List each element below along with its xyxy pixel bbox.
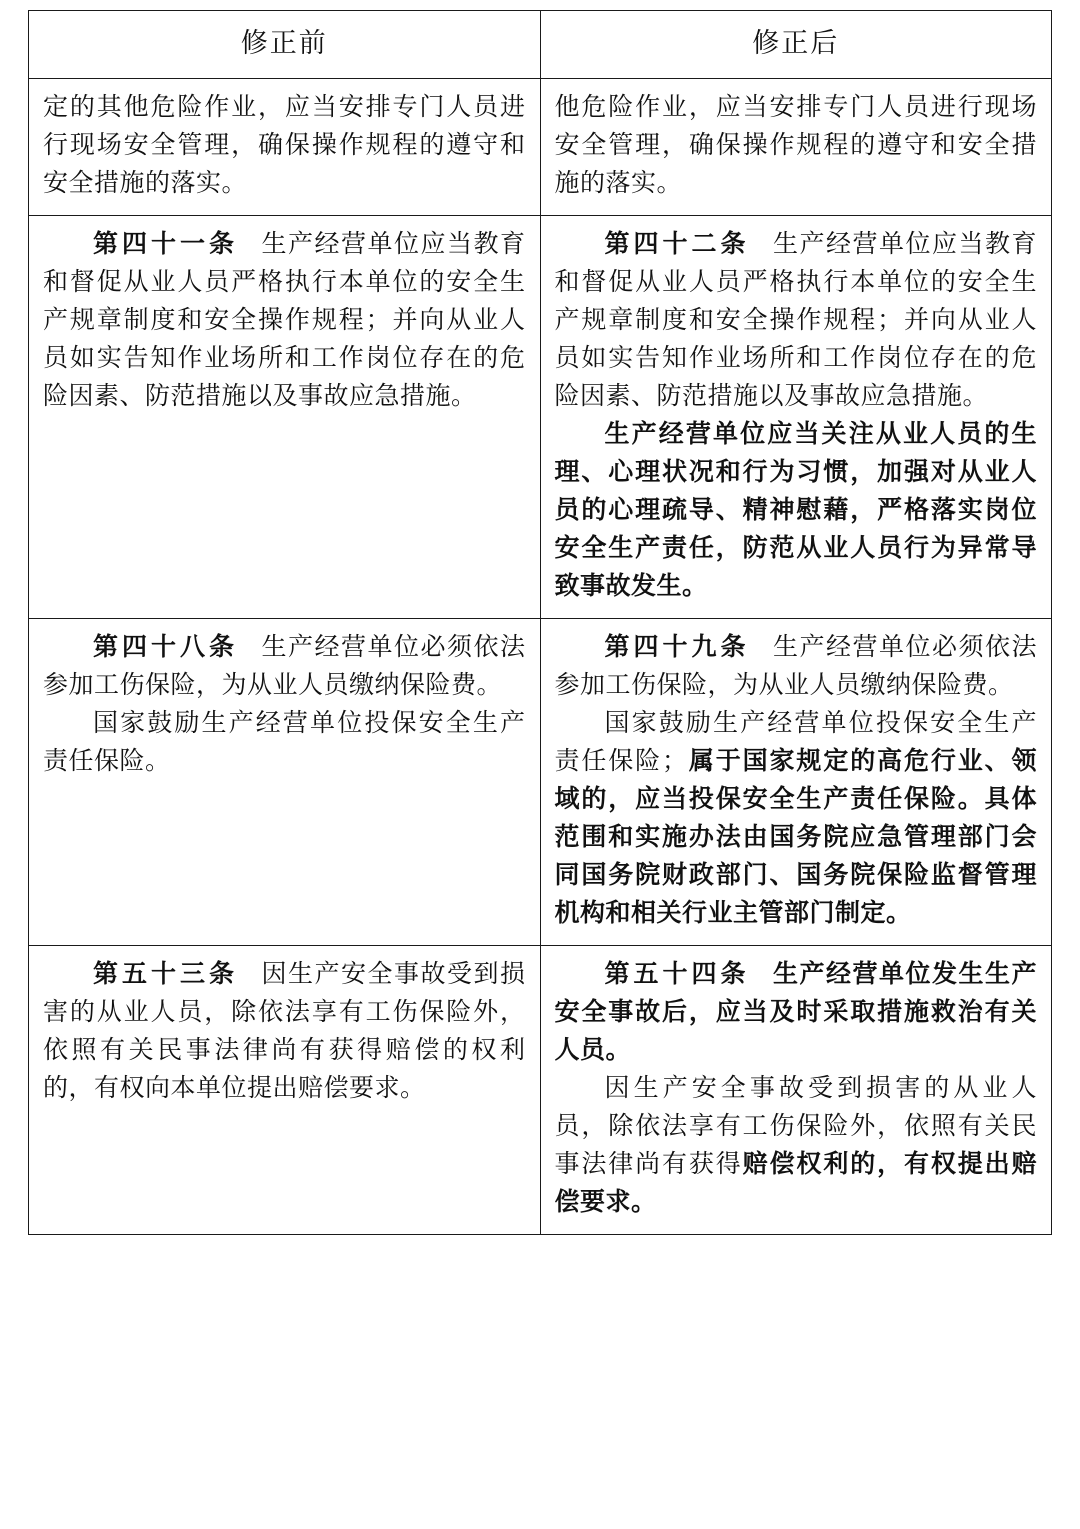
body-text: 国家鼓励生产经营单位投保安全生产责任保险。 <box>43 709 526 775</box>
article-number: 第四十八条 <box>93 633 238 661</box>
table-row <box>29 78 1052 215</box>
article-number: 第四十九条 <box>604 633 750 661</box>
body-text: 生产经营单位应当教育和督促从业人员严格执行本单位的安全生产规章制度和安全操作规程；并向从业人员如实告知作业场所和工作岗位存在的危险因素、防范措施以及事故应急措施。 <box>43 230 526 410</box>
table-row <box>29 215 1052 618</box>
cell-after-2 <box>540 618 1052 945</box>
paragraph <box>43 226 526 416</box>
paragraph <box>555 89 1038 203</box>
cell-after-0 <box>540 78 1052 215</box>
amended-text: 生产经营单位应当关注从业人员的生理、心理状况和行为习惯，加强对从业人员的心理疏导、精神慰藉，严格落实岗位安全生产责任，防范从业人员行为异常导致事故发生。 <box>554 420 1037 600</box>
paragraph <box>555 416 1038 606</box>
amended-text: 生产经营单位发生生产安全事故后，应当及时采取措施救治有关人员。 <box>554 960 1037 1064</box>
body-text: 生产经营单位必须依法参加工伤保险，为从业人员缴纳保险费。 <box>554 633 1037 699</box>
article-number: 第五十三条 <box>93 960 238 988</box>
paragraph <box>43 629 526 705</box>
header-after: 修正后 <box>540 11 1052 79</box>
paragraph <box>555 956 1038 1070</box>
paragraph <box>43 705 526 781</box>
cell-after-1 <box>540 215 1052 618</box>
article-number: 第四十一条 <box>93 230 238 258</box>
table-body <box>29 78 1052 1234</box>
cell-before-1 <box>29 215 541 618</box>
cell-after-3 <box>540 945 1052 1234</box>
body-text: 因生产安全事故受到损害的从业人员，除依法享有工伤保险外，依照有关民事法律尚有获得赔偿的权利的，有权向本单位提出赔偿要求。 <box>43 960 526 1102</box>
cell-before-2 <box>29 618 541 945</box>
cell-before-0 <box>29 78 541 215</box>
paragraph <box>555 226 1038 416</box>
paragraph <box>555 629 1038 705</box>
body-text: 生产经营单位必须依法参加工伤保险，为从业人员缴纳保险费。 <box>43 633 526 699</box>
body-text: 国家鼓励生产经营单位投保安全生产责任保险； <box>554 709 1037 775</box>
body-text: 生产经营单位应当教育和督促从业人员严格执行本单位的安全生产规章制度和安全操作规程；并向从业人员如实告知作业场所和工作岗位存在的危险因素、防范措施以及事故应急措施。 <box>554 230 1037 410</box>
table-header-row <box>29 11 1052 79</box>
paragraph <box>43 89 526 203</box>
article-number: 第四十二条 <box>604 230 750 258</box>
comparison-table <box>28 10 1052 1235</box>
header-before: 修正前 <box>29 11 541 79</box>
body-text: 他危险作业，应当安排专门人员进行现场安全管理，确保操作规程的遵守和安全措施的落实。 <box>554 93 1037 197</box>
body-text: 因生产安全事故受到损害的从业人员，除依法享有工伤保险外，依照有关民事法律尚有获得 <box>554 1074 1037 1178</box>
amended-text: 属于国家规定的高危行业、领域的，应当投保安全生产责任保险。具体范围和实施办法由国务院应急管理部门会同国务院财政部门、国务院保险监督管理机构和相关行业主管部门制定。 <box>554 747 1037 927</box>
table-row <box>29 618 1052 945</box>
body-text: 定的其他危险作业，应当安排专门人员进行现场安全管理，确保操作规程的遵守和安全措施的落实。 <box>43 93 526 197</box>
table-row <box>29 945 1052 1234</box>
article-number: 第五十四条 <box>604 960 750 988</box>
paragraph <box>555 705 1038 933</box>
paragraph <box>43 956 526 1108</box>
cell-before-3 <box>29 945 541 1234</box>
paragraph <box>555 1070 1038 1222</box>
amended-text: 赔偿权利的，有权提出赔偿要求。 <box>554 1150 1037 1216</box>
